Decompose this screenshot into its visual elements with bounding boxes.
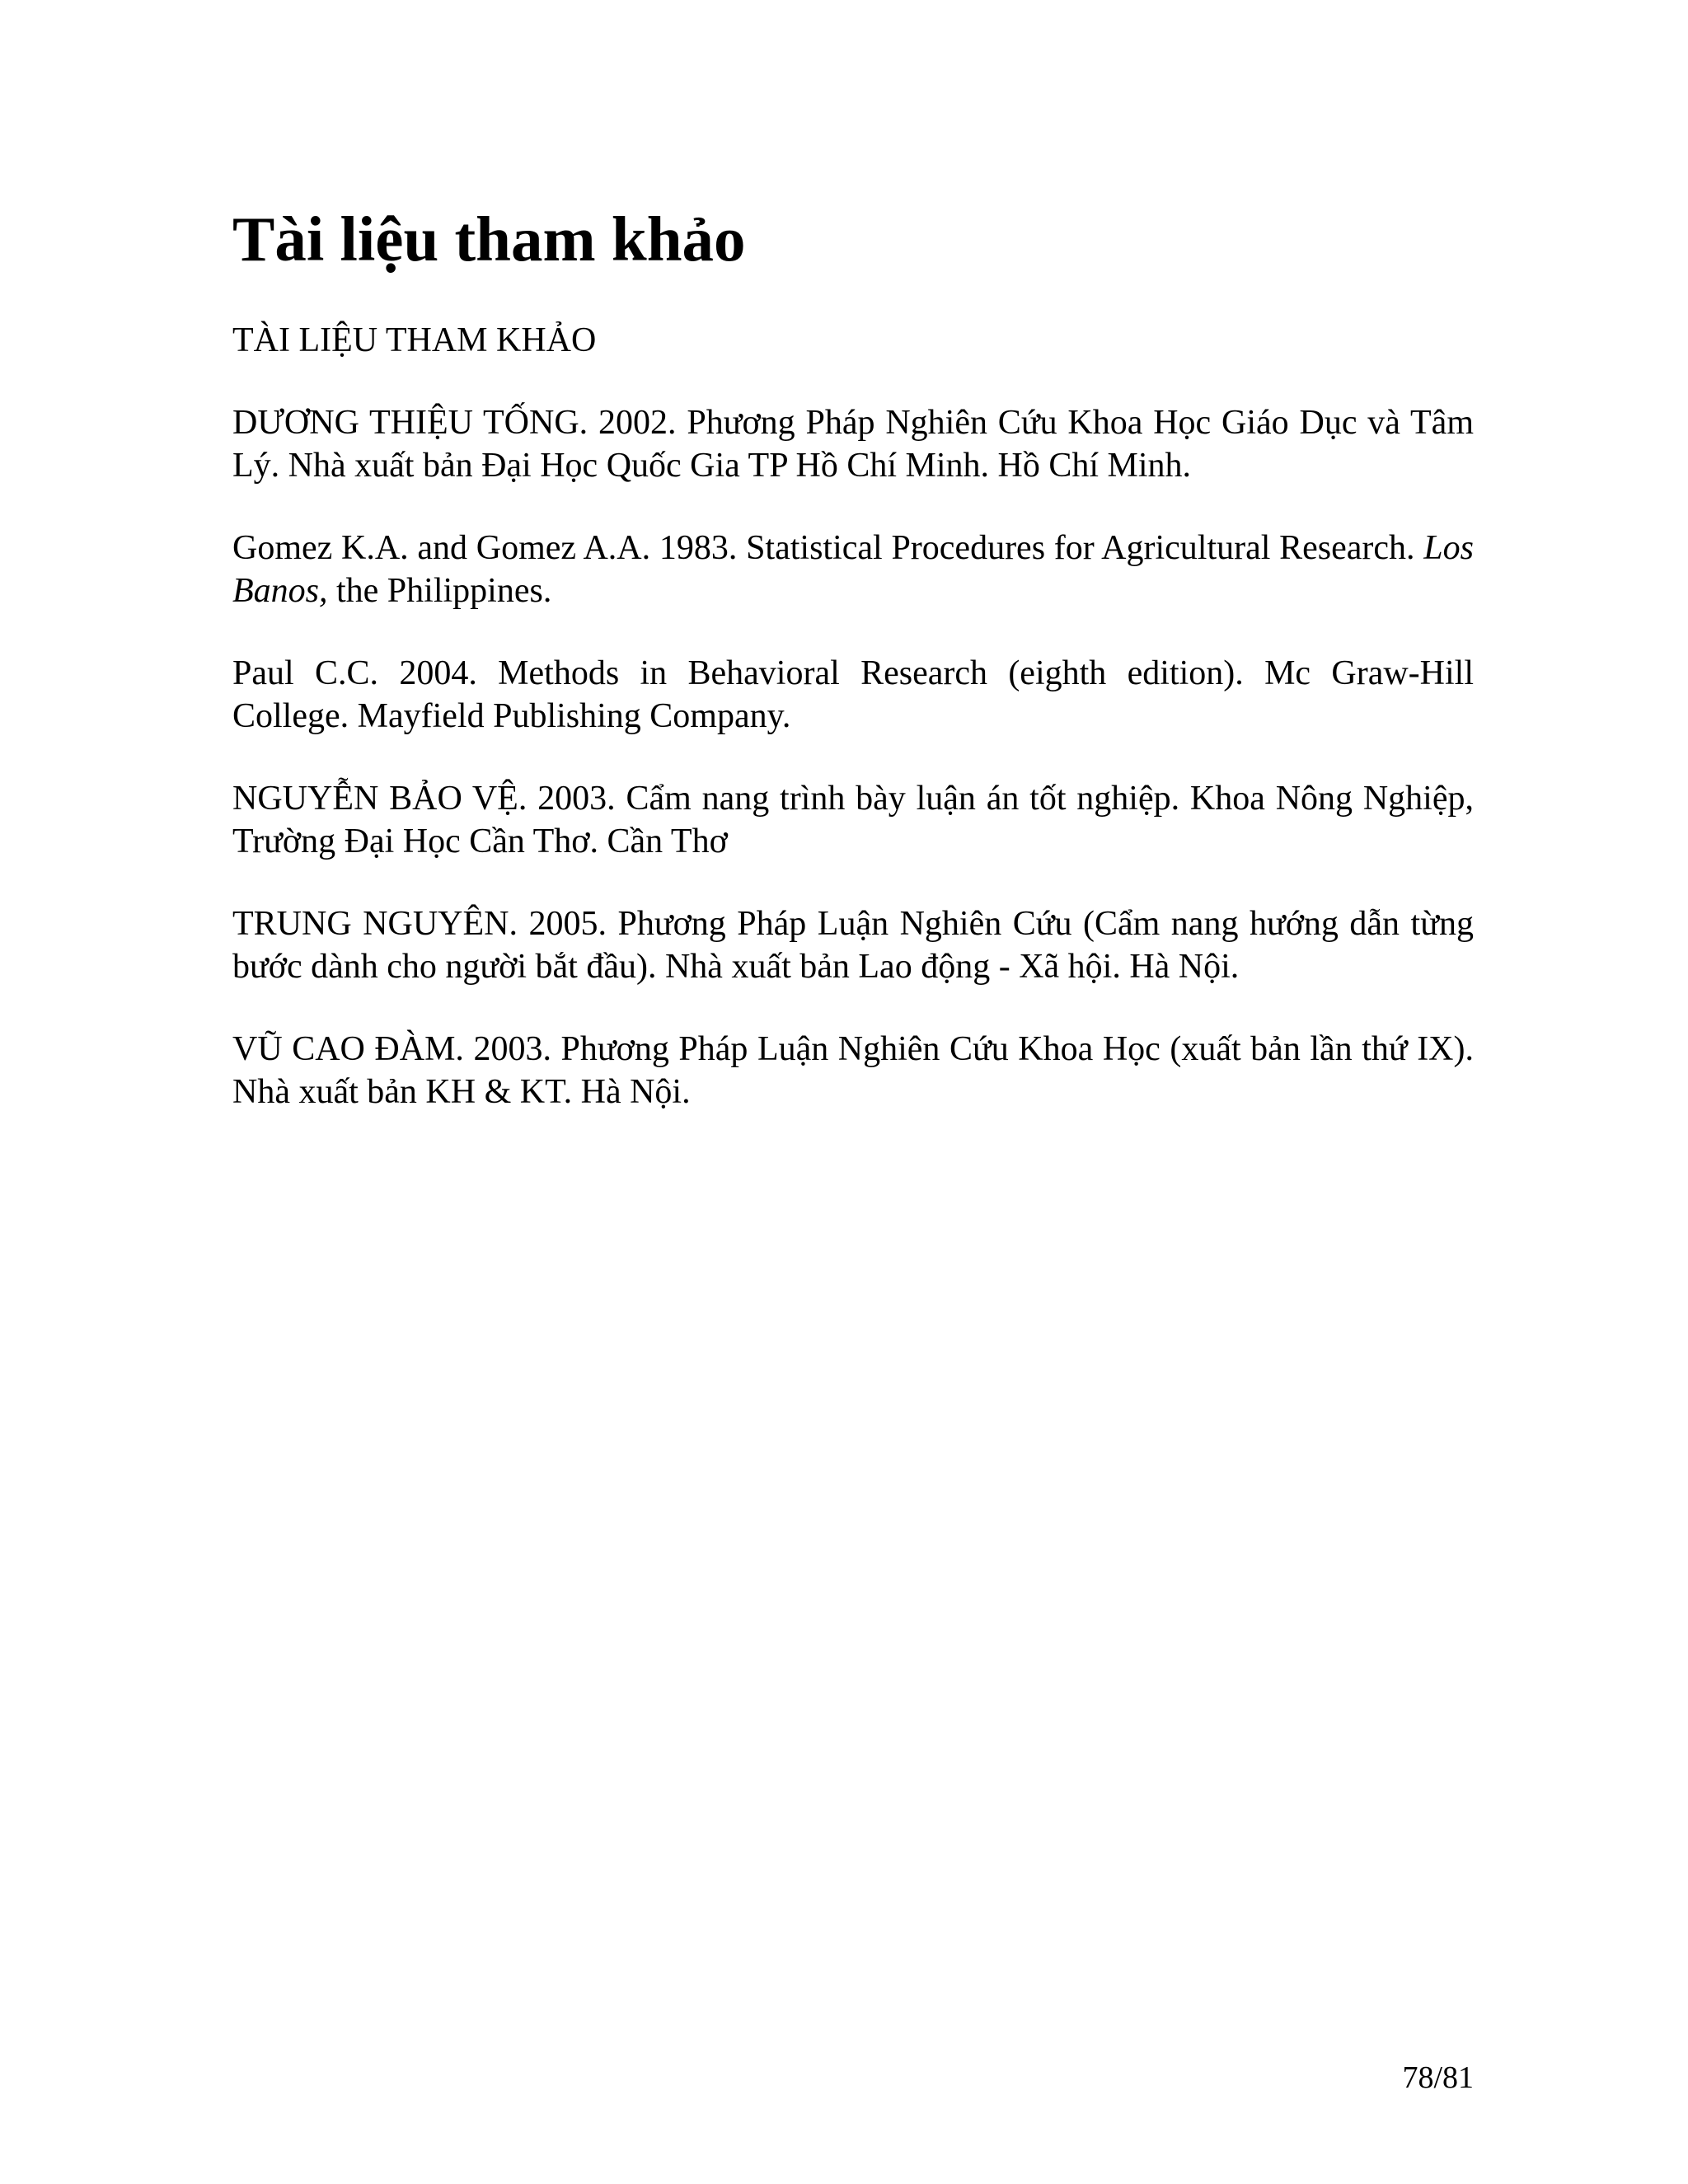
section-heading: TÀI LIỆU THAM KHẢO <box>232 321 597 359</box>
reference-item <box>232 652 1474 738</box>
reference-item <box>232 902 1474 988</box>
reference-text: VŨ CAO ĐÀM. 2003. Phương Pháp Luận Nghiên Cứu Khoa Học (xuất bản lần thứ IX). Nhà xuất bản KH & KT. Hà Nội. <box>232 1030 1474 1111</box>
reference-text: Gomez K.A. and Gomez A.A. 1983. Statistical Procedures for Agricultural Research. <box>232 529 1424 567</box>
reference-text: NGUYỄN BẢO VỆ. 2003. Cẩm nang trình bày luận án tốt nghiệp. Khoa Nông Nghiệp, Trường Đại Học Cần Thơ. Cần Thơ <box>232 780 1474 860</box>
page-number: 78/81 <box>1402 2060 1474 2095</box>
reference-item <box>232 777 1474 863</box>
reference-italic-place: Los Banos, <box>232 529 1474 610</box>
reference-list <box>232 401 1474 1153</box>
reference-text: DƯƠNG THIỆU TỐNG. 2002. Phương Pháp Nghiên Cứu Khoa Học Giáo Dục và Tâm Lý. Nhà xuất bản Đại Học Quốc Gia TP Hồ Chí Minh. Hồ Chí Minh. <box>232 404 1474 485</box>
reference-text: Paul C.C. 2004. Methods in Behavioral Research (eighth edition). Mc Graw-Hill College. Mayfield Publishing Company. <box>232 654 1474 735</box>
reference-text: TRUNG NGUYÊN. 2005. Phương Pháp Luận Nghiên Cứu (Cẩm nang hướng dẫn từng bước dành cho người bắt đầu). Nhà xuất bản Lao động - Xã hội. Hà Nội. <box>232 905 1474 986</box>
reference-item <box>232 1028 1474 1113</box>
reference-item <box>232 401 1474 487</box>
reference-item <box>232 527 1474 612</box>
page-title: Tài liệu tham khảo <box>232 204 746 274</box>
reference-text-end: the Philippines. <box>327 572 552 610</box>
